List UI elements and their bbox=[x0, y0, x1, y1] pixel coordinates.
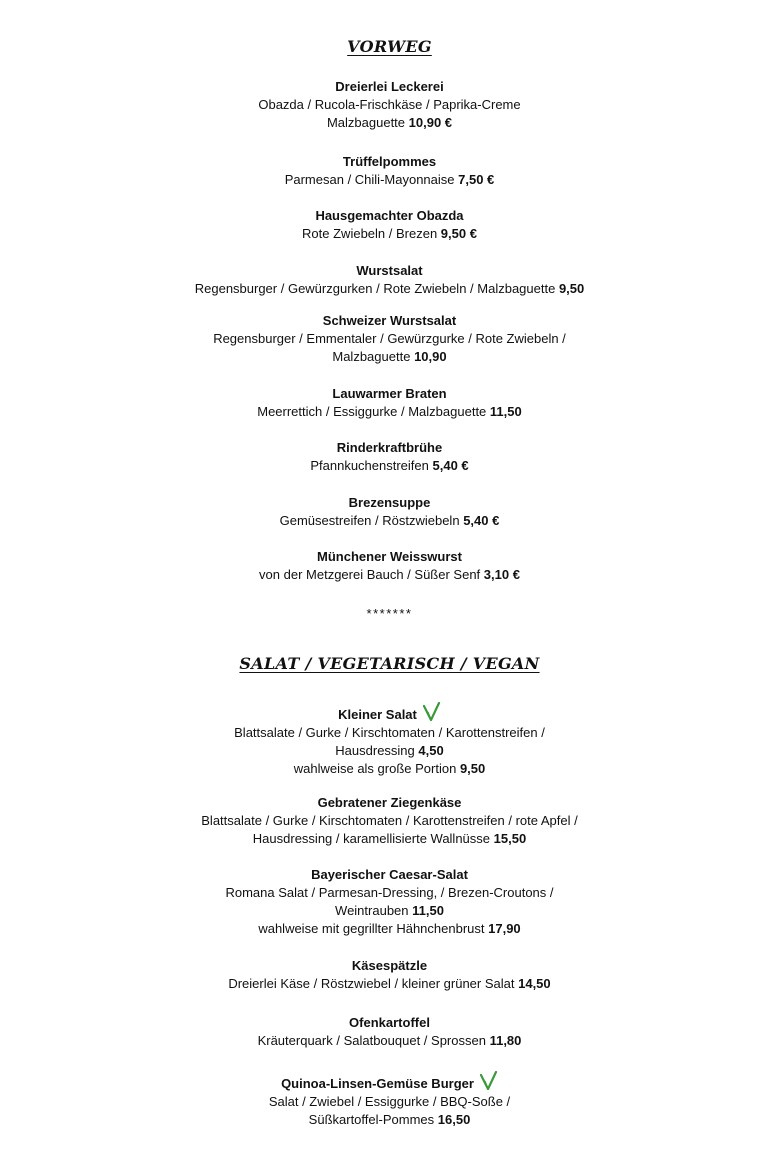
item-name: Gebratener Ziegenkäse bbox=[317, 795, 462, 810]
item-price: 5,40 € bbox=[432, 458, 469, 473]
item-extra-price: 17,90 bbox=[488, 921, 521, 936]
item-name: Münchener Weisswurst bbox=[317, 549, 462, 564]
item-name: Dreierlei Leckerei bbox=[335, 79, 444, 94]
item-price: 11,80 bbox=[489, 1033, 522, 1048]
item-extra-price: 9,50 bbox=[459, 761, 486, 776]
vegan-v-icon bbox=[480, 1071, 498, 1091]
item-extra: wahlweise mit gegrillter Hähnchenbrust bbox=[258, 921, 485, 936]
menu-item-trueffelpommes bbox=[0, 153, 779, 189]
item-name: Wurstsalat bbox=[356, 263, 423, 278]
item-desc: Regensburger / Emmentaler / Gewürzgurke / Rote Zwiebeln / bbox=[213, 331, 566, 346]
item-desc: Kräuterquark / Salatbouquet / Sprossen bbox=[257, 1033, 486, 1048]
item-price: 11,50 bbox=[412, 903, 444, 918]
item-desc: Parmesan / Chili-Mayonnaise bbox=[284, 172, 455, 187]
item-desc: Weintrauben bbox=[335, 903, 409, 918]
menu-item-muenchener-weisswurst bbox=[0, 548, 779, 584]
item-desc: Blattsalate / Gurke / Kirschtomaten / Karottenstreifen / rote Apfel / bbox=[201, 813, 578, 828]
item-desc: Pfannkuchenstreifen bbox=[310, 458, 429, 473]
item-name: Trüffelpommes bbox=[342, 154, 437, 169]
item-desc: Gemüsestreifen / Röstzwiebeln bbox=[279, 513, 460, 528]
item-desc: Hausdressing bbox=[335, 743, 415, 758]
item-desc: Blattsalate / Gurke / Kirschtomaten / Karottenstreifen / bbox=[234, 725, 545, 740]
item-price: 3,10 € bbox=[483, 567, 520, 582]
item-price: 5,40 € bbox=[463, 513, 500, 528]
item-price: 9,50 € bbox=[440, 226, 477, 241]
item-desc: Obazda / Rucola-Frischkäse / Paprika-Creme bbox=[258, 97, 521, 112]
item-desc: Regensburger / Gewürzgurken / Rote Zwiebeln / Malzbaguette bbox=[194, 281, 556, 296]
item-desc: Malzbaguette bbox=[332, 349, 411, 364]
menu-item-kaesespaetzle bbox=[0, 957, 779, 993]
section-separator: ******* bbox=[366, 606, 413, 621]
item-desc: Dreierlei Käse / Röstzwiebel / kleiner grüner Salat bbox=[228, 976, 515, 991]
item-name: Quinoa-Linsen-Gemüse Burger bbox=[281, 1076, 474, 1091]
item-price: 11,50 bbox=[489, 404, 522, 419]
item-desc: von der Metzgerei Bauch / Süßer Senf bbox=[259, 567, 481, 582]
section-title-vorweg: VORWEG bbox=[347, 37, 432, 56]
item-desc: Süßkartoffel-Pommes bbox=[308, 1112, 435, 1127]
item-desc: Romana Salat / Parmesan-Dressing, / Brezen-Croutons / bbox=[225, 885, 554, 900]
item-desc: Meerrettich / Essiggurke / Malzbaguette bbox=[257, 404, 487, 419]
menu-item-quinoa-linsen-gemuese-burger bbox=[0, 1071, 779, 1129]
menu-item-dreierlei-leckerei bbox=[0, 78, 779, 132]
menu-item-brezensuppe bbox=[0, 494, 779, 530]
vegan-v-icon bbox=[423, 702, 441, 722]
item-name: Hausgemachter Obazda bbox=[315, 208, 464, 223]
item-price: 10,90 bbox=[414, 349, 447, 364]
item-price: 7,50 € bbox=[458, 172, 495, 187]
item-desc: Hausdressing / karamellisierte Wallnüsse bbox=[252, 831, 491, 846]
item-price: 16,50 bbox=[437, 1112, 471, 1127]
item-price: 15,50 bbox=[493, 831, 527, 846]
item-desc: Malzbaguette bbox=[326, 115, 406, 130]
item-desc: Rote Zwiebeln / Brezen bbox=[302, 226, 438, 241]
item-price: 10,90 € bbox=[408, 115, 453, 130]
menu-item-lauwarmer-braten bbox=[0, 385, 779, 421]
menu-item-gebratener-ziegenkaese bbox=[0, 794, 779, 848]
item-name: Bayerischer Caesar-Salat bbox=[311, 867, 468, 882]
item-name: Brezensuppe bbox=[348, 495, 431, 510]
item-price: 9,50 bbox=[558, 281, 585, 296]
menu-item-wurstsalat bbox=[0, 262, 779, 298]
menu-item-schweizer-wurstsalat bbox=[0, 312, 779, 366]
item-name: Käsespätzle bbox=[351, 958, 428, 973]
item-price: 14,50 bbox=[518, 976, 551, 991]
item-desc: Salat / Zwiebel / Essiggurke / BBQ-Soße / bbox=[268, 1094, 511, 1109]
menu-item-hausgemachter-obazda bbox=[0, 207, 779, 243]
menu-item-ofenkartoffel bbox=[0, 1014, 779, 1050]
item-name: Kleiner Salat bbox=[338, 707, 417, 722]
section-title-salat-vegetarisch-vegan: SALAT / VEGETARISCH / VEGAN bbox=[239, 654, 540, 673]
item-name: Rinderkraftbrühe bbox=[336, 440, 443, 455]
menu-item-kleiner-salat bbox=[0, 702, 779, 778]
item-name: Ofenkartoffel bbox=[349, 1015, 430, 1030]
item-extra: wahlweise als große Portion bbox=[293, 761, 457, 776]
item-name: Schweizer Wurstsalat bbox=[322, 313, 457, 328]
item-price: 4,50 bbox=[418, 743, 444, 758]
menu-item-rinderkraftbruehe bbox=[0, 439, 779, 475]
item-name: Lauwarmer Braten bbox=[332, 386, 447, 401]
menu-item-bayerischer-caesar-salat bbox=[0, 866, 779, 938]
